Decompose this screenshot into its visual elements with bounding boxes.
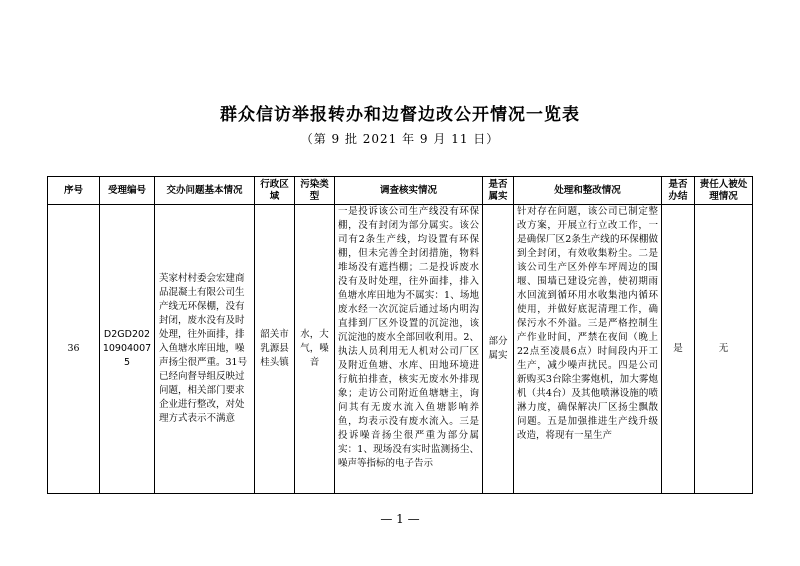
header-code: 受理编号 [100, 177, 155, 205]
page-subtitle: （第 9 批 2021 年 9 月 11 日） [300, 132, 500, 146]
cell-closed: 是 [662, 205, 695, 494]
page-title: 群众信访举报转办和边督边改公开情况一览表 [220, 105, 580, 125]
table-header-row [48, 177, 753, 205]
header-region: 行政区域 [255, 177, 295, 205]
cell-code: D2GD202109040075 [100, 205, 155, 494]
complaint-table [47, 176, 753, 494]
cell-verified: 部分属实 [483, 205, 514, 494]
header-investigation: 调查核实情况 [335, 177, 483, 205]
cell-accountability: 无 [695, 205, 753, 494]
header-issue: 交办问题基本情况 [155, 177, 255, 205]
table-row [48, 205, 753, 494]
cell-handling: 针对存在问题，该公司已制定整改方案，开展立行立改工作，一是确保厂区2条生产线的环保棚做到全封闭，有效收集粉尘。二是该公司生产区外停车坪周边的围堰、围墙已建设完善，使初期雨水回流到循环用水收集池内循环使用，并做好底泥清理工作，确保污水不外溢。三是严格控制生产作业时间，严禁在夜间（晚上22点至凌晨6点）时间段内开工生产，减少噪声扰民。四是公司新购买3台除尘雾炮机，加大雾炮机（共4台）及其他喷淋设施的喷淋力度，确保解决厂区扬尘飘散问题。五是加强推进生产线升级改造，将现有一星生产 [514, 205, 662, 494]
page-number: — 1 — [380, 512, 420, 526]
header-seq: 序号 [48, 177, 100, 205]
cell-pollution: 水，大气，噪音 [295, 205, 335, 494]
cell-issue: 芙家村村委会宏建商品混凝土有限公司生产线无环保棚，没有封闭，废水没有及时处理，往外面排，排入鱼塘水库田地，噪声扬尘很严重。31号已经向督导组反映过问题，相关部门要求企业进行整改，对处理方式表示不满意 [155, 205, 255, 494]
header-pollution: 污染类型 [295, 177, 335, 205]
header-verified: 是否属实 [483, 177, 514, 205]
cell-seq: 36 [48, 205, 100, 494]
cell-region: 韶关市乳源县桂头镇 [255, 205, 295, 494]
header-handling: 处理和整改情况 [514, 177, 662, 205]
cell-investigation: 一是投诉该公司生产线没有环保棚，没有封闭为部分属实。该公司有2条生产线，均设置有环保棚，但未完善全封闭措施，物料堆场没有遮挡棚；二是投诉废水没有及时处理，往外面排，排入鱼塘水库田地为不属实：1、场地废水经一次沉淀后通过场内明沟直排到厂区外设置的沉淀池，该沉淀池的废水全部回收利用。2、执法人员利用无人机对公司厂区及附近鱼塘、水库、田地环境进行航拍排查，核实无废水外排现象；走访公司附近鱼塘塘主，询问其有无废水流入鱼塘影响养鱼，均表示没有废水流入。三是投诉噪音扬尘很严重为部分属实：1、现场没有实时监测扬尘、噪声等指标的电子告示 [335, 205, 483, 494]
header-accountability: 责任人被处理情况 [695, 177, 753, 205]
header-closed: 是否办结 [662, 177, 695, 205]
